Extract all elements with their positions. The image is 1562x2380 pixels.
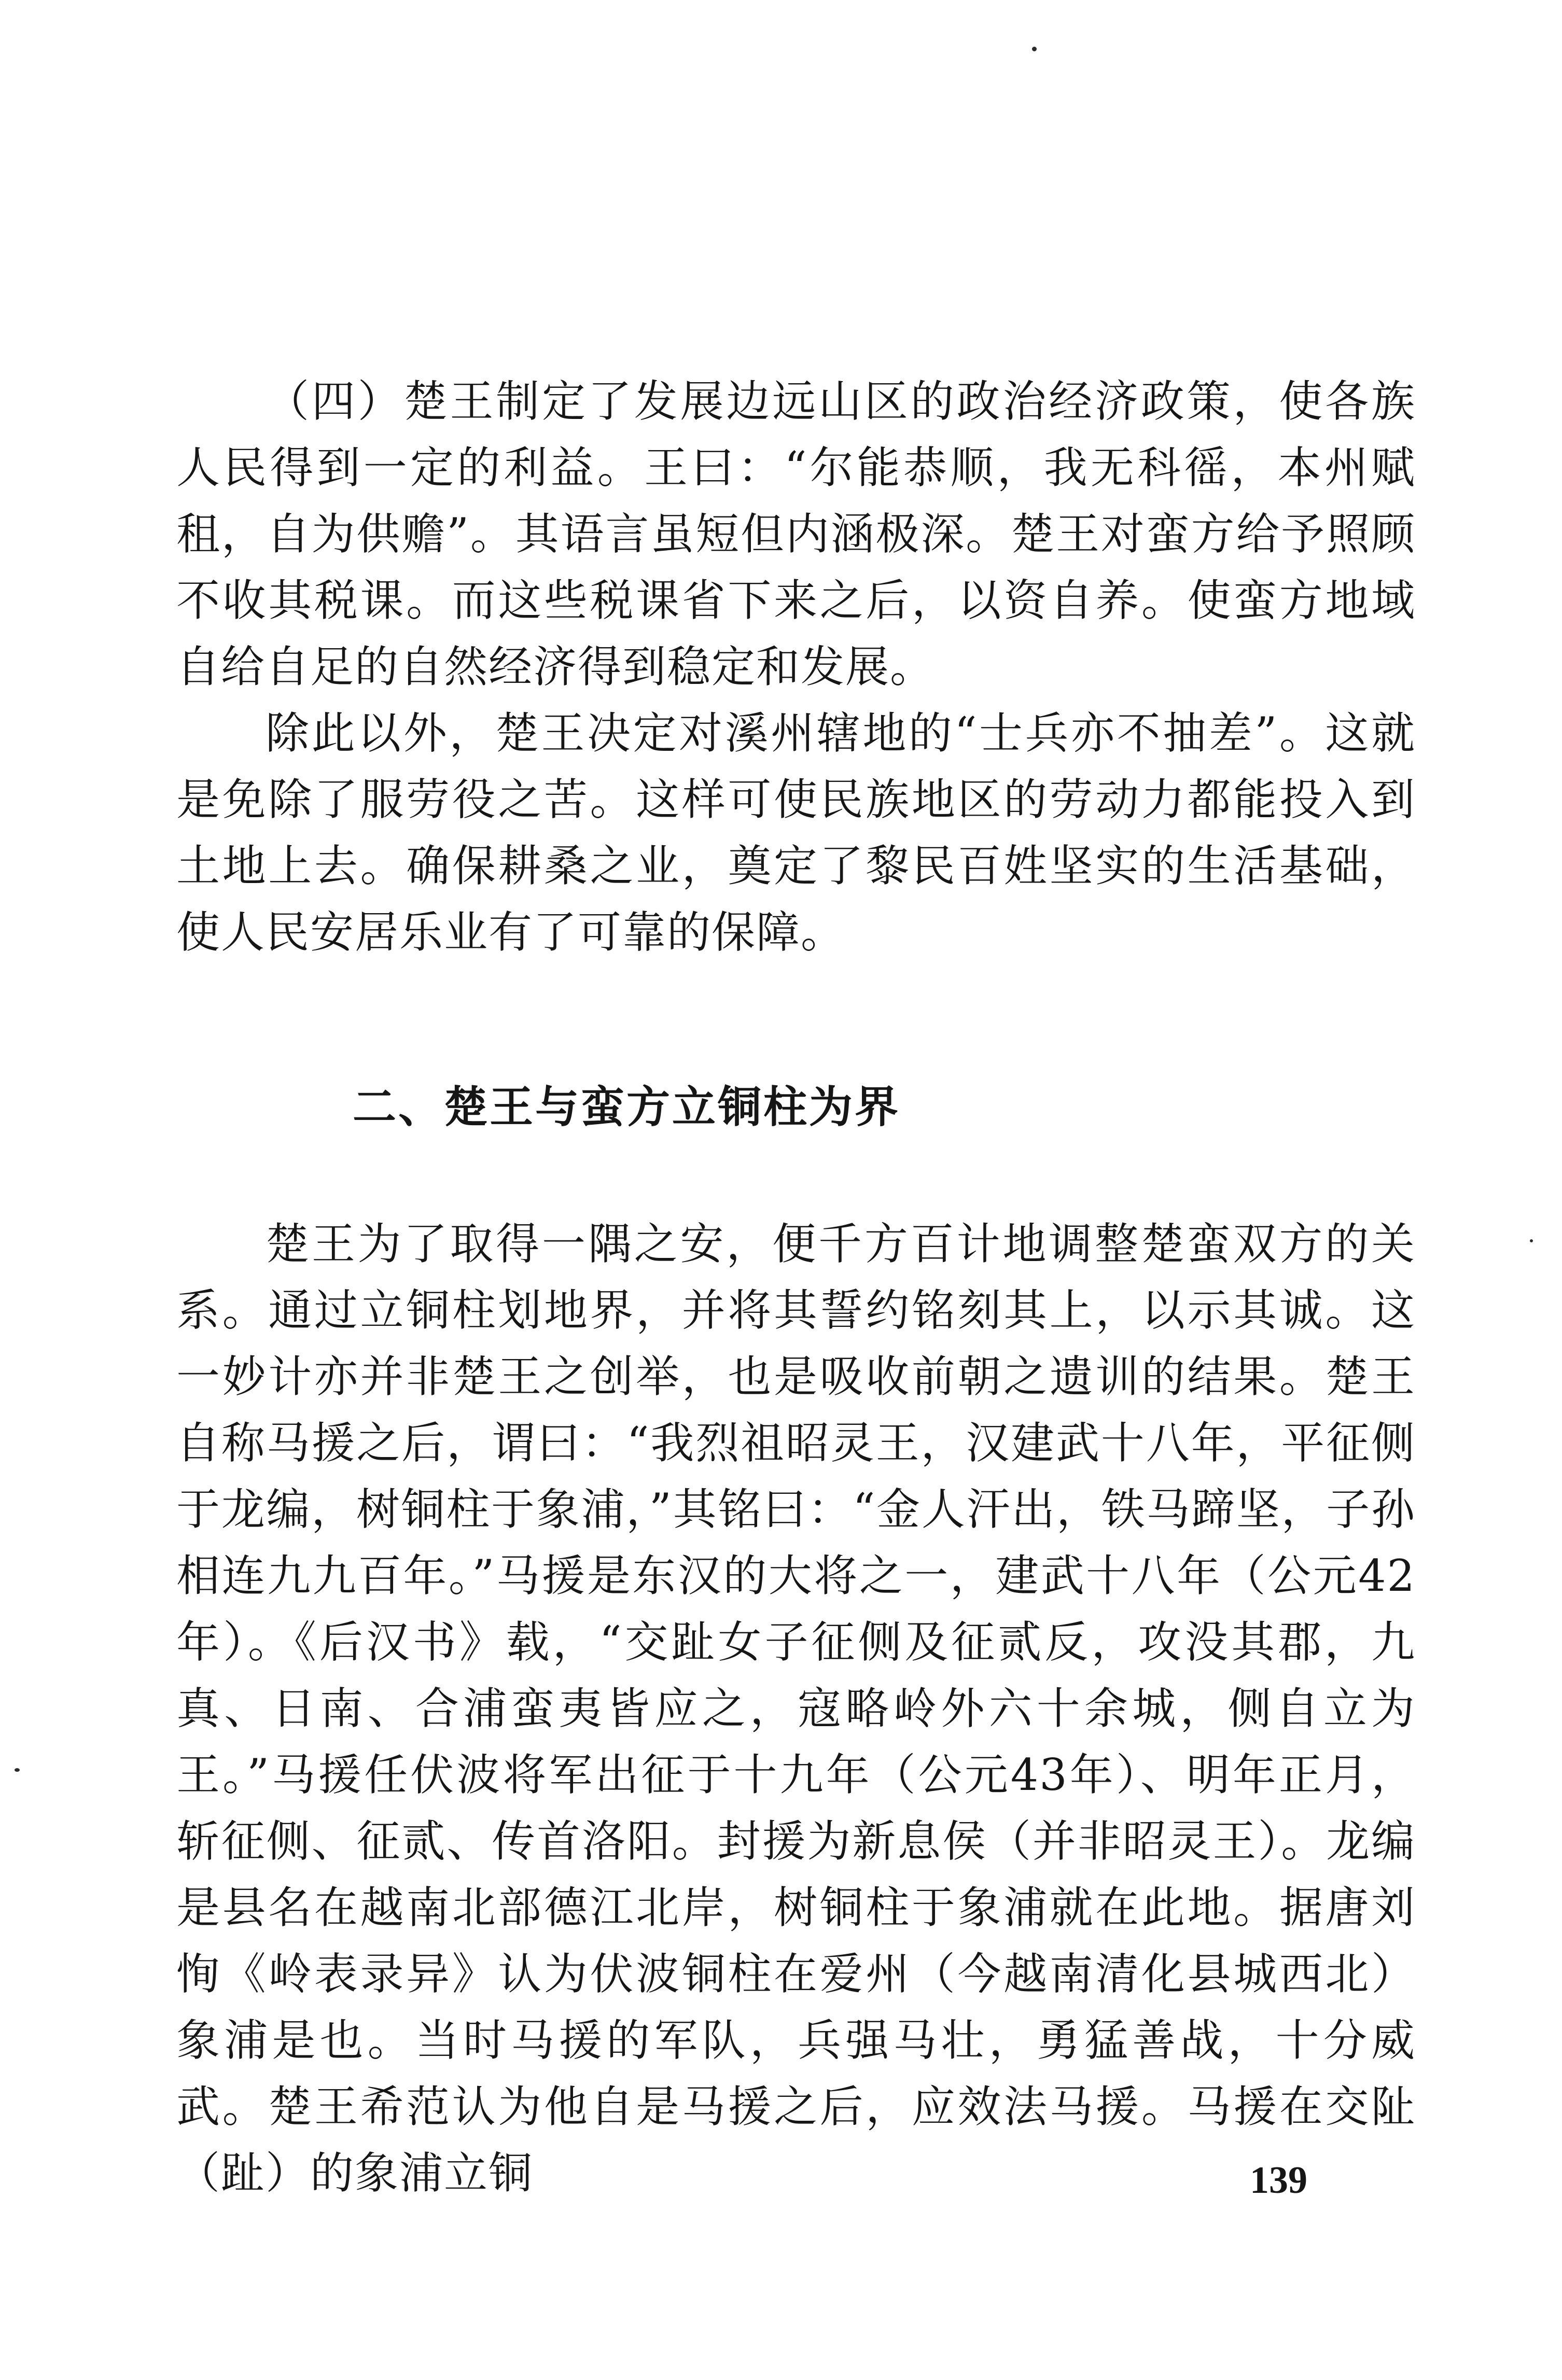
section-heading: 二、楚王与蛮方立铜柱为界 xyxy=(353,1082,901,1132)
page-number: 139 xyxy=(1250,2159,1307,2202)
paragraph-labor-exemption: 除此以外，楚王决定对溪州辖地的“士兵亦不抽差”。这就是免除了服劳役之苦。这样可使民族地区的劳动力都能投入到土地上去。确保耕桑之业，奠定了黎民百姓坚实的生活基础，使人民安居乐业有了可靠的保障。 xyxy=(176,708,1416,958)
paragraph-policy: （四）楚王制定了发展边远山区的政治经济政策，使各族人民得到一定的利益。王曰：“尔能恭顺，我无科徭，本州赋租，自为供赡”。其语言虽短但内涵极深。楚王对蛮方给予照顾不收其税课。而这些税课省下来之后，以资自养。使蛮方地域自给自足的自然经济得到稳定和发展。 xyxy=(176,376,1416,692)
paragraph-bronze-pillar: 楚王为了取得一隅之安，便千方百计地调整楚蛮双方的关系。通过立铜柱划地界，并将其誓约铭刻其上，以示其诚。这一妙计亦并非楚王之创举，也是吸收前朝之遗训的结果。楚王自称马援之后，谓曰：“我烈祖昭灵王，汉建武十八年，平征侧于龙编，树铜柱于象浦，”其铭曰：“金人汗出，铁马蹄坚，子孙相连九九百年。”马援是东汉的大将之一，建武十八年（公元42年）。《后汉书》载，“交趾女子征侧及征贰反，攻没其郡，九真、日南、合浦蛮夷皆应之，寇略岭外六十余城，侧自立为王。”马援任伏波将军出征于十九年（公元43年）、明年正月，斩征侧、征贰、传首洛阳。封援为新息侯（并非昭灵王）。龙编是县名在越南北部德江北岸，树铜柱于象浦就在此地。据唐刘恂《岭表录异》认为伏波铜柱在爱州（今越南清化县城西北）象浦是也。当时马援的军队，兵强马壮，勇猛善战，十分威武。楚王希范认为他自是马援之后，应效法马援。马援在交阯（趾）的象浦立铜 xyxy=(176,1219,1416,2199)
scan-speck xyxy=(1032,47,1037,51)
scan-speck xyxy=(1530,1239,1533,1242)
scan-speck xyxy=(15,1768,20,1772)
